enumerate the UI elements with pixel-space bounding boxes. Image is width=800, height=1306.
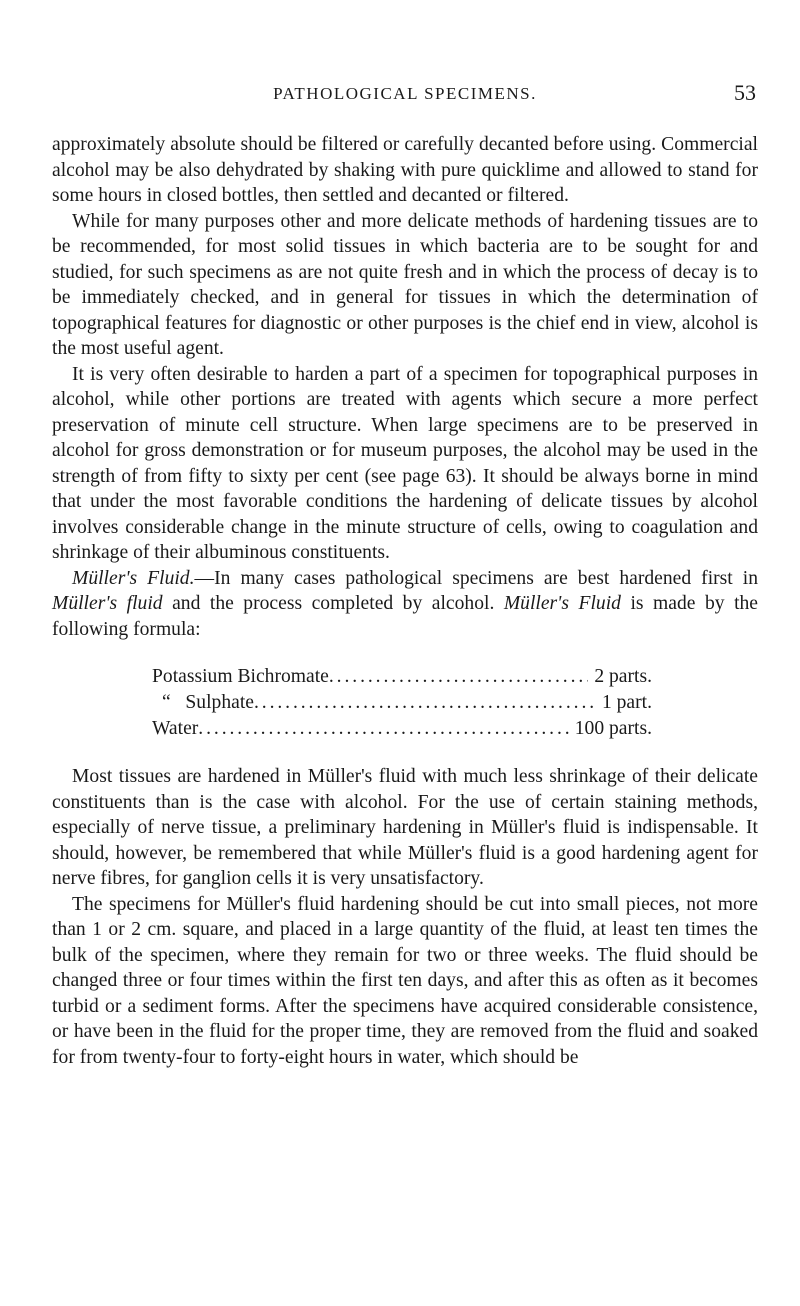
ingredient-quantity: 2 parts.: [594, 666, 652, 687]
paragraph-2: While for many purposes other and more delicate methods of hardening tissues are to be recommended, for most solid tissues in which bacteria are to be sought for and studied, for such specimens as are not quite fresh and in which the process of decay is to be immediately checked, and in general for tissues in which the determination of topographical features for diagnostic or other purposes is the chief end in view, alcohol is the most useful agent.: [52, 210, 758, 359]
ingredient-name: Water: [152, 718, 199, 739]
section-heading-mullers-fluid: Müller's Fluid.: [72, 567, 195, 589]
formula-row: [152, 690, 652, 716]
ingredient-quantity: 1 part.: [601, 692, 652, 713]
running-title: PATHOLOGICAL SPECIMENS.: [273, 84, 537, 103]
formula-table: [52, 664, 652, 742]
dot-leader: [329, 664, 588, 690]
dot-leader: [198, 716, 568, 742]
paragraph-6: The specimens for Müller's fluid hardening should be cut into small pieces, not more than 1 or 2 cm. square, and placed in a large quantity of the fluid, at least ten times the bulk of the specimen, where they remain for two or three weeks. The fluid should be changed three or four times within the first ten days, and after this as often as it becomes turbid or a sediment forms. After the specimens have acquired considerable consistence, or have been in the fluid for the proper time, they are removed from the fluid and soaked for from twenty-four to forty-eight hours in water, which should be: [52, 893, 758, 1068]
page-number: 53: [734, 80, 756, 105]
dot-leader: [254, 690, 596, 716]
ingredient-quantity: 100 parts.: [574, 718, 652, 739]
paragraph-4-italic-term-2: Müller's Fluid: [503, 593, 621, 614]
paragraph-4-text-c: is made by the following formula:: [52, 593, 759, 640]
paragraph-5: Most tissues are hardened in Müller's fluid with much less shrinkage of their delicate constituents than is the case with alcohol. For the use of certain staining methods, especially of nerve tissue, a preliminary hardening in Müller's fluid is indispensable. It should, however, be remembered that while Müller's fluid is a good hardening agent for nerve fibres, for ganglion cells it is very unsatisfactory.: [52, 766, 758, 889]
paragraph-4-text-a: —In many cases pathological specimens are best hardened first in: [194, 567, 758, 589]
paragraph-3: It is very often desirable to harden a part of a specimen for topographical purposes in alcohol, while other portions are treated with agents which secure a more perfect preservation of minute cell structure. When large specimens are to be preserved in alcohol for gross demonstration or for museum purposes, the alcohol may be used in the strength of from fifty to sixty per cent (see page 63). It should be always borne in mind that under the most favorable conditions the hardening of delicate tissues by alcohol involves considerable change in the minute structure of cells, owing to coagulation and shrinkage of their albuminous constituents.: [52, 363, 758, 563]
formula-row: [152, 716, 652, 742]
paragraph-4-text-b: and the process completed by alcohol.: [162, 593, 504, 614]
formula-row: [152, 664, 652, 690]
running-head: [52, 78, 758, 114]
ingredient-name: Potassium Bichromate: [152, 666, 329, 687]
body-text: [52, 132, 758, 1070]
book-page: [52, 78, 758, 1070]
paragraph-4-italic-term: Müller's fluid: [52, 593, 163, 614]
paragraph-4: [52, 566, 758, 643]
ingredient-name: “ Sulphate: [162, 692, 254, 713]
paragraph-1: approximately absolute should be filtered or carefully decanted before using. Commercial alcohol may be also dehydrated by shaking with pure quicklime and allowed to stand for some hours in closed bottles, then settled and decanted or filtered.: [52, 134, 758, 206]
